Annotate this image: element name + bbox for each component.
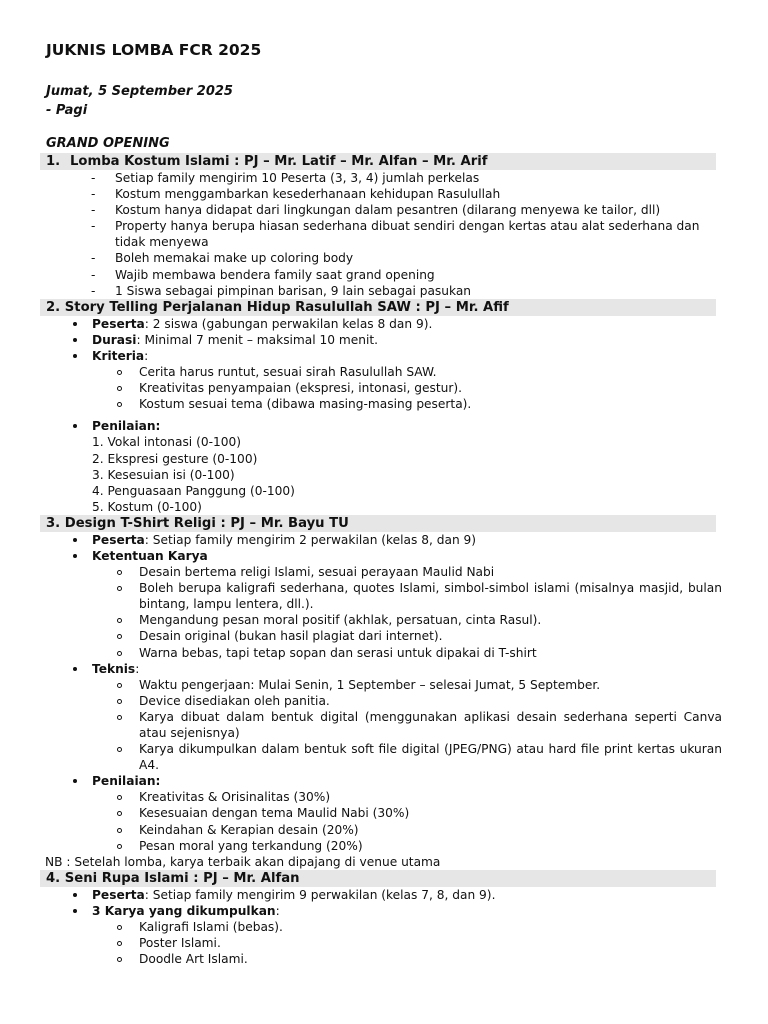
teknis-label: Teknis xyxy=(92,661,136,676)
list-item: Warna bebas, tapi tetap sopan dan serasi untuk dipakai di T-shirt xyxy=(46,645,722,661)
kriteria-label: Kriteria xyxy=(92,348,145,363)
schedule-block xyxy=(46,82,722,120)
karya-list xyxy=(46,919,722,967)
peserta-label: Peserta xyxy=(92,532,145,547)
penilaian-label: Penilaian: xyxy=(92,774,161,789)
list-item: - Wajib membawa bendera family saat grand opening xyxy=(46,267,722,283)
peserta-text: : Setiap family mengirim 9 perwakilan (kelas 7, 8, dan 9). xyxy=(144,887,496,902)
section-3-note: NB : Setelah lomba, karya terbaik akan dipajang di venue utama xyxy=(45,854,441,869)
section-1-heading xyxy=(40,153,716,170)
section-2-details xyxy=(46,316,722,435)
list-item: Desain bertema religi Islami, sesuai perayaan Maulid Nabi xyxy=(46,564,722,580)
document-title: JUKNIS LOMBA FCR 2025 xyxy=(46,41,262,59)
list-item: 1. Vokal intonasi (0-100) xyxy=(92,435,241,450)
list-item xyxy=(46,316,722,332)
list-item: Kreativitas & Orisinalitas (30%) xyxy=(46,789,722,805)
teknis-colon: : xyxy=(135,661,140,676)
list-item: Karya dikumpulkan dalam bentuk soft file digital (JPEG/PNG) atau hard file print kertas ukuran A4. xyxy=(46,741,722,773)
teknis-list xyxy=(46,677,722,774)
penilaian-list xyxy=(46,789,722,853)
list-item xyxy=(46,903,722,967)
karya-label: 3 Karya yang dikumpulkan xyxy=(92,903,276,918)
kriteria-colon: : xyxy=(144,348,149,363)
list-item: Boleh berupa kaligrafi sederhana, quotes Islami, simbol-simbol islami (misalnya masjid, bulan bintang, lampu lentera, dll.). xyxy=(46,580,722,612)
durasi-label: Durasi xyxy=(92,332,137,347)
section-1-number: 1. xyxy=(46,154,61,169)
list-item xyxy=(46,887,722,903)
section-2-heading: 2. Story Telling Perjalanan Hidup Rasulullah SAW : PJ – Mr. Afif xyxy=(40,299,716,316)
list-item: Kreativitas penyampaian (ekspresi, intonasi, gestur). xyxy=(46,380,722,396)
list-item xyxy=(46,348,722,412)
list-item: - Kostum hanya didapat dari lingkungan dalam pesantren (dilarang menyewa ke tailor, dll) xyxy=(46,202,722,218)
section-1-title: Lomba Kostum Islami : PJ – Mr. Latif – Mr. Alfan – Mr. Arif xyxy=(70,154,488,169)
list-item: Desain original (bukan hasil plagiat dari internet). xyxy=(46,628,722,644)
ketentuan-list xyxy=(46,564,722,661)
list-item: - Setiap family mengirim 10 Peserta (3, 3, 4) jumlah perkelas xyxy=(46,170,722,186)
list-item: 5. Kostum (0-100) xyxy=(92,499,202,514)
list-item: Cerita harus runtut, sesuai sirah Rasulullah SAW. xyxy=(46,364,722,380)
section-4-heading: 4. Seni Rupa Islami : PJ – Mr. Alfan xyxy=(40,870,716,887)
list-item xyxy=(46,418,722,434)
section-1-rules xyxy=(46,170,722,299)
list-item: Mengandung pesan moral positif (akhlak, persatuan, cinta Rasul). xyxy=(46,612,722,628)
list-item: - Property hanya berupa hiasan sederhana dibuat sendiri dengan kertas atau alat sederhana dan tidak menyewa xyxy=(46,218,722,250)
list-item: Waktu pengerjaan: Mulai Senin, 1 September – selesai Jumat, 5 September. xyxy=(46,677,722,693)
event-session: - Pagi xyxy=(46,103,88,118)
list-item xyxy=(46,532,722,548)
section-4-details xyxy=(46,887,722,967)
list-item: Pesan moral yang terkandung (20%) xyxy=(46,838,722,854)
list-item: - Boleh memakai make up coloring body xyxy=(46,250,722,266)
event-date: Jumat, 5 September 2025 xyxy=(46,84,233,99)
section-2-scoring xyxy=(46,434,722,514)
list-item: - 1 Siswa sebagai pimpinan barisan, 9 lain sebagai pasukan xyxy=(46,283,722,299)
list-item: Device disediakan oleh panitia. xyxy=(46,693,722,709)
list-item: Karya dibuat dalam bentuk digital (menggunakan aplikasi desain sederhana seperti Canva atau sejenisnya) xyxy=(46,709,722,741)
list-item xyxy=(46,661,722,774)
peserta-label: Peserta xyxy=(92,887,145,902)
list-item: - Kostum menggambarkan kesederhanaan kehidupan Rasulullah xyxy=(46,186,722,202)
penilaian-label: Penilaian: xyxy=(92,419,161,434)
durasi-text: : Minimal 7 menit – maksimal 10 menit. xyxy=(136,332,379,347)
list-item: 3. Kesesuian isi (0-100) xyxy=(92,467,235,482)
list-item: 2. Ekspresi gesture (0-100) xyxy=(92,451,258,466)
peserta-text: : 2 siswa (gabungan perwakilan kelas 8 dan 9). xyxy=(144,316,433,331)
list-item: Kaligrafi Islami (bebas). xyxy=(46,919,722,935)
section-3-details xyxy=(46,532,722,854)
list-item xyxy=(46,332,722,348)
list-item: Kesesuaian dengan tema Maulid Nabi (30%) xyxy=(46,805,722,821)
list-item: 4. Penguasaan Panggung (0-100) xyxy=(92,483,295,498)
list-item: Keindahan & Kerapian desain (20%) xyxy=(46,822,722,838)
kriteria-list xyxy=(46,364,722,412)
grand-opening-heading: GRAND OPENING xyxy=(46,136,170,151)
list-item: Doodle Art Islami. xyxy=(46,951,722,967)
list-item: Kostum sesuai tema (dibawa masing-masing peserta). xyxy=(46,396,722,412)
ketentuan-label: Ketentuan Karya xyxy=(92,548,208,563)
list-item xyxy=(46,773,722,853)
list-item xyxy=(46,548,722,661)
karya-colon: : xyxy=(275,903,280,918)
peserta-label: Peserta xyxy=(92,316,145,331)
list-item: Poster Islami. xyxy=(46,935,722,951)
peserta-text: : Setiap family mengirim 2 perwakilan (kelas 8, dan 9) xyxy=(144,532,477,547)
section-3-heading: 3. Design T-Shirt Religi : PJ – Mr. Bayu TU xyxy=(40,515,716,532)
